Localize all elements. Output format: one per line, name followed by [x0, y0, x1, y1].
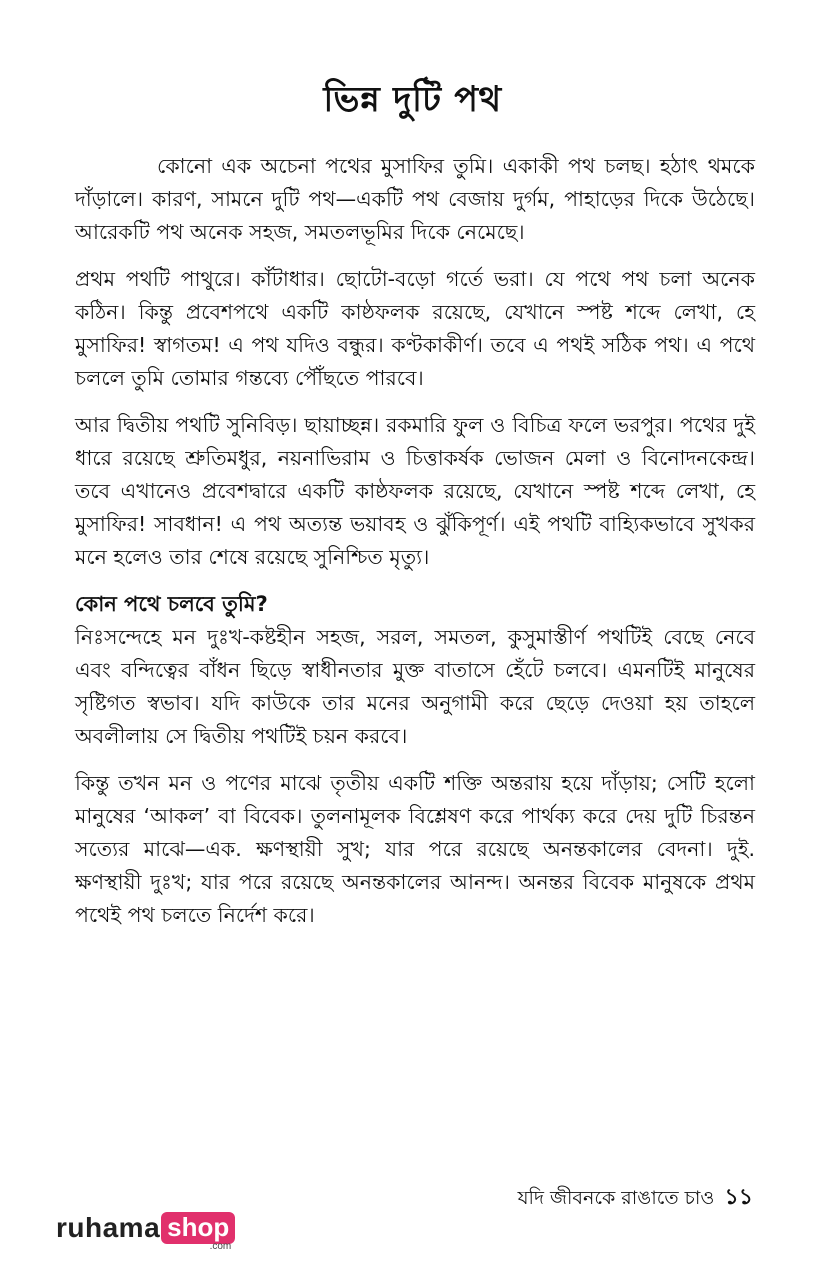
ruhamashop-watermark-logo	[56, 1208, 235, 1252]
paragraph-5: কিন্তু তখন মন ও পণের মাঝে তৃতীয় একটি শক্তি অন্তরায় হয়ে দাঁড়ায়; সেটি হলো মানুষের ‘আকল’ বা বিবেক। তুলনামূলক বিশ্লেষণ করে পার্থক্য করে দেয় দুটি চিরন্তন সত্যের মাঝে—এক. ক্ষণস্থায়ী সুখ; যার পরে রয়েছে অনন্তকালের বেদনা। দুই. ক্ষণস্থায়ী দুঃখ; যার পরে রয়েছে অনন্তকালের আনন্দ। অনন্তর বিবেক মানুষকে প্রথম পথেই পথ চলতে নির্দেশ করে।	[75, 771, 755, 927]
paragraph-1: কোনো এক অচেনা পথের মুসাফির তুমি। একাকী পথ চলছ। হঠাৎ থমকে দাঁড়ালে। কারণ, সামনে দুটি পথ—একটি পথ বেজায় দুর্গম, পাহাড়ের দিকে উঠেছে। আরেকটি পথ অনেক সহজ, সমতলভূমির দিকে নেমেছে।	[75, 154, 755, 244]
logo-shop-label: shop	[167, 1212, 230, 1242]
paragraph-4: নিঃসন্দেহে মন দুঃখ-কষ্টহীন সহজ, সরল, সমতল, কুসুমাস্তীর্ণ পথটিই বেছে নেবে এবং বন্দিত্বের বাঁধন ছিড়ে স্বাধীনতার মুক্ত বাতাসে হেঁটে চলবে। এমনটিই মানুষের সৃষ্টিগত স্বভাব। যদি কাউকে তার মনের অনুগামী করে ছেড়ে দেওয়া হয় তাহলে অবলীলায় সে দ্বিতীয় পথটিই চয়ন করবে।	[75, 625, 755, 748]
logo-domain-label: .com	[209, 1241, 232, 1252]
section-heading: কোন পথে চলবে তুমি?	[75, 592, 268, 616]
paragraph-3: আর দ্বিতীয় পথটি সুনিবিড়। ছায়াচ্ছন্ন। রকমারি ফুল ও বিচিত্র ফলে ভরপুর। পথের দুই ধারে রয়েছে শ্রুতিমধুর, নয়নাভিরাম ও চিত্তাকর্ষক ভোজন মেলা ও বিনোদনকেন্দ্র। তবে এখানেও প্রবেশদ্বারে একটি কাষ্ঠফলক রয়েছে, যেখানে স্পষ্ট শব্দে লেখা, হে মুসাফির! সাবধান! এ পথ অত্যন্ত ভয়াবহ ও ঝুঁকিপূর্ণ। এই পথটি বাহ্যিকভাবে সুখকর মনে হলেও তার শেষে রয়েছে সুনিশ্চিত মৃত্যু।	[75, 413, 755, 569]
body-text	[75, 150, 755, 946]
page-number: ১১	[724, 1185, 753, 1210]
paragraph-2: প্রথম পথটি পাথুরে। কাঁটাধার। ছোটো-বড়ো গর্তে ভরা। যে পথে পথ চলা অনেক কঠিন। কিন্তু প্রবেশপথে একটি কাষ্ঠফলক রয়েছে, যেখানে স্পষ্ট শব্দে লেখা, হে মুসাফির! স্বাগতম! এ পথ যদিও বন্ধুর। কণ্টকাকীর্ণ। তবে এ পথই সঠিক পথ। এ পথে চললে তুমি তোমার গন্তব্যে পৌঁছতে পারবে।	[75, 267, 755, 390]
logo-text-ruhama: ruhama	[56, 1212, 161, 1243]
page-title: ভিন্ন দুটি পথ	[323, 80, 502, 120]
logo-text-shop	[161, 1212, 235, 1252]
footer-book-title: যদি জীবনকে রাঙাতে চাও	[517, 1187, 715, 1209]
page-footer	[518, 1180, 753, 1217]
